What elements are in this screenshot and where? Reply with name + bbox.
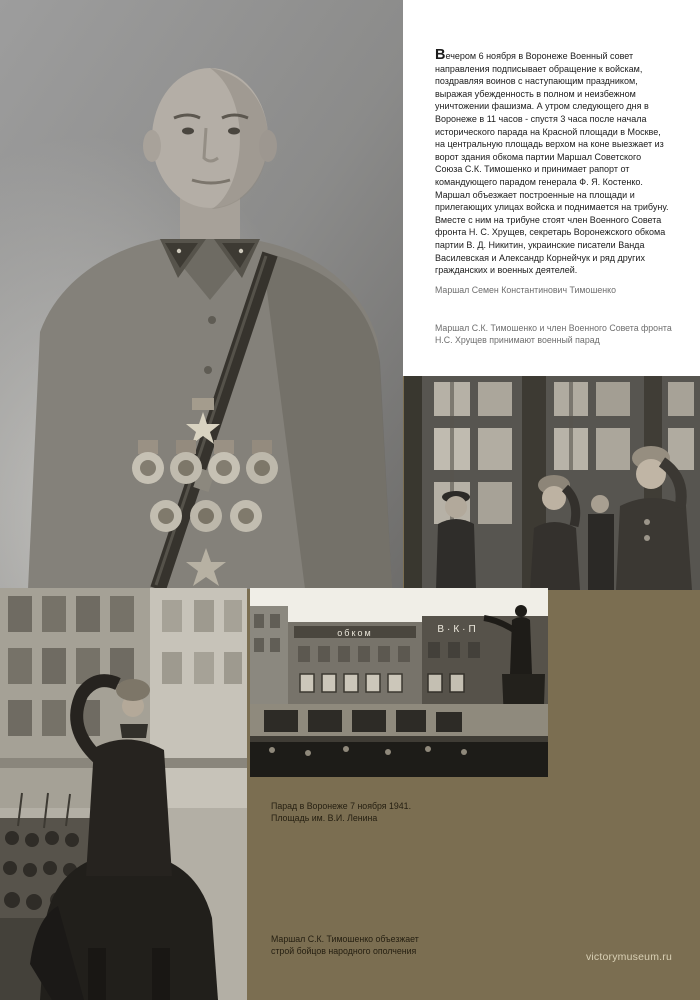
caption-parade-square-line2: Площадь им. В.И. Ленина <box>271 812 378 823</box>
caption-tribune-line1: Маршал С.К. Тимошенко и член Военного Совета фронта <box>435 323 672 333</box>
building-sign-left: обком <box>337 628 373 638</box>
foreground-crowd <box>250 742 548 777</box>
portrait-photo <box>0 0 403 589</box>
text-panel <box>403 0 700 376</box>
marshal-portrait-illustration <box>0 0 403 589</box>
caption-portrait: Маршал Семен Константинович Тимошенко <box>435 285 616 295</box>
caption-tribune-line2: Н.С. Хрущев принимают военный парад <box>435 335 600 345</box>
caption-parade-square-line1: Парад в Воронеже 7 ноября 1941. <box>271 801 412 811</box>
caption-parade-square <box>271 801 486 824</box>
parade-square-photo <box>250 588 548 777</box>
website-url: victorymuseum.ru <box>585 951 672 963</box>
horseback-photo <box>0 588 247 1000</box>
caption-horseback-line2: строй бойцов народного ополчения <box>271 945 417 956</box>
parade-square-illustration <box>250 588 548 777</box>
caption-horseback-line1: Маршал С.К. Тимошенко объезжает <box>271 934 419 944</box>
article-text <box>435 49 670 277</box>
horseback-photo-illustration <box>0 588 247 1000</box>
article-lead-letter: В <box>435 47 446 63</box>
marching-troops <box>250 704 548 744</box>
caption-tribune <box>435 322 673 346</box>
article-body: ечером 6 ноября в Воронеже Военный совет направления подписывает обращение к войскам, поздравляя воинов с наступающим праздником, выражая убежденность в полном и неизбежном уничтожении фашизма. А утром следующего дня в Воронеже в 11 часов - спустя 3 часа после начала исторического парада на Красной площади в Москве, на центральную площадь верхом на коне выезжает из ворот здания обкома партии Маршал Советского Союза С.К. Тимошенко и принимает рапорт от командующего парадом генерала Ф. Я. Костенко. Маршал объезжает построенные на площади и прилегающих улицах войска и поднимается на трибуну. Вместе с ним на трибуне стоят член Военного Совета фронта Н. С. Хрущев, секретарь Воронежского обкома партии В. Д. Никитин, украинские писатели Ванда Василевская и Александр Корнейчук и ряд других гражданских и военных деятелей. <box>435 51 669 276</box>
tribune-photo <box>404 376 700 590</box>
tribune-photo-illustration <box>404 376 700 590</box>
caption-horseback <box>271 934 486 957</box>
building-sign-right: В·К·П <box>437 624 479 635</box>
